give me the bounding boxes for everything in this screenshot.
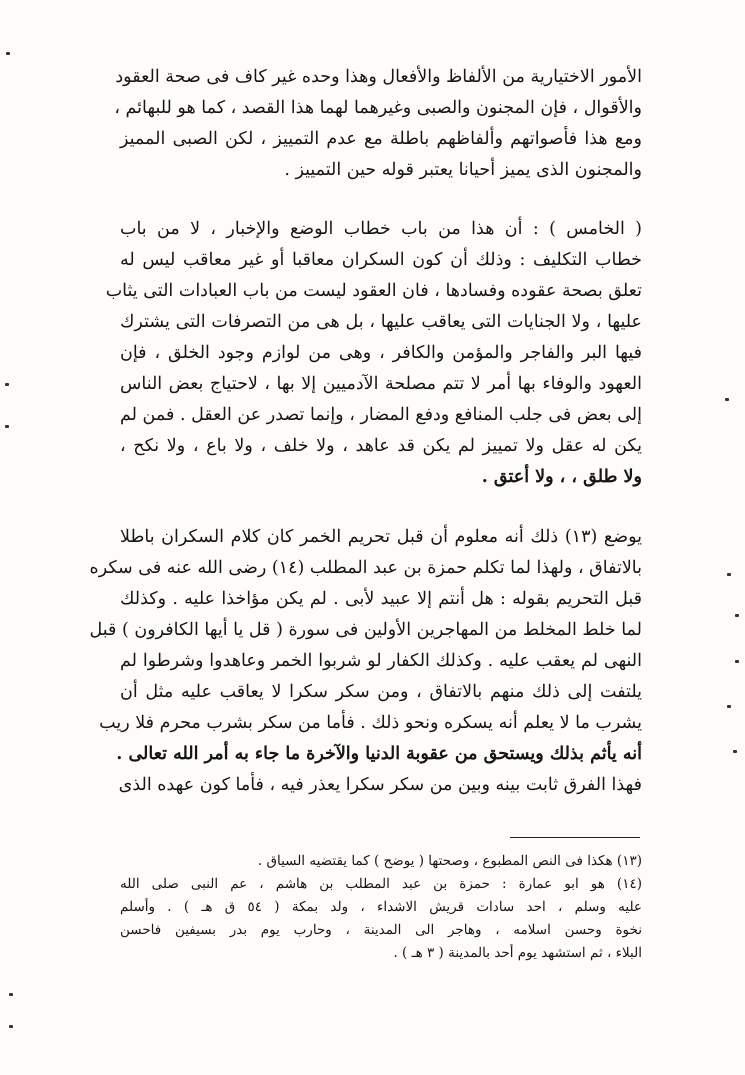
scan-speck — [5, 425, 9, 428]
text-line: أنه يأثم بذلك ويستحق من عقوبة الدنيا والآخرة ما جاء به أمر الله تعالى . — [116, 744, 642, 764]
footnote-line: (١٣) هكذا فى النص المطبوع ، وصحتها ( يوضح ) كما يقتضيه السياق . — [257, 853, 642, 869]
text-line: عليها ، ولا الجنايات التى يعاقب عليها ، بل هى من التصرفات التى يشترك — [120, 312, 642, 332]
text-line: ( الخامس ) : أن هذا من باب خطاب الوضع والإخبار ، لا من باب — [120, 219, 642, 239]
text-line: يلتفت إلى ذلك منهم بالاتفاق ، ومن سكر سكرا لا يعاقب عليه مثل أن — [120, 682, 642, 702]
scan-speck — [9, 1025, 13, 1028]
text-line: فهذا الفرق ثابت بينه وبين من سكر سكرا يعذر فيه ، فأما كون عهده الذى — [118, 775, 642, 795]
text-line: بالاتفاق ، ولهذا لما تكلم حمزة بن عبد المطلب (١٤) رضى الله عنه فى سكره — [89, 558, 642, 578]
text-line: العهود والوفاء بها أمر لا تتم مصلحة الآدميين إلا بها ، لاحتياج بعض الناس — [120, 374, 642, 394]
footnote-line: البلاء ، ثم استشهد يوم أحد بالمدينة ( ٣ هـ ) . — [393, 945, 642, 961]
footnotes — [120, 850, 642, 965]
scan-speck — [5, 383, 9, 386]
text-line: يوضع (١٣) ذلك أنه معلوم أن قبل تحريم الخمر كان كلام السكران باطلا — [120, 527, 642, 547]
text-line: يكن له عقل ولا تمييز لم يكن قد عاهد ، ولا خلف ، ولا باع ، ولا نكح ، — [120, 436, 642, 456]
text-line: يشرب ما لا يعلم أنه يسكره ونحو ذلك . فأما من سكر بشرب محرم فلا ريب — [99, 713, 642, 733]
paragraph-1 — [114, 62, 642, 186]
paragraph-2 — [105, 214, 642, 493]
paragraph-3 — [89, 522, 642, 801]
text-line: لما خلط المخلط من المهاجرين الأولين فى سورة ( قل يا أيها الكافرون ) قبل — [89, 620, 642, 640]
text-line: ومع هذا فأصواتهم وألفاظهم باطلة مع عدم التمييز ، لكن الصبى المميز — [120, 129, 642, 149]
scan-speck — [9, 993, 13, 996]
text-line: تعلق بصحة عقوده وفسادها ، فان العقود ليست من باب العبادات التى يثاب — [105, 281, 642, 301]
scan-speck — [727, 573, 731, 576]
scan-speck — [735, 614, 739, 617]
text-line: قبل التحريم بقوله : هل أنتم إلا عبيد لأبى . لم يكن مؤاخذا عليه . وكذلك — [120, 589, 642, 609]
footnote-separator — [510, 837, 640, 838]
text-line: النهى لم يعقب عليه . وكذلك الكفار لو شربوا الخمر وعاهدوا وشرطوا لم — [120, 651, 642, 671]
scan-speck — [733, 750, 737, 753]
text-line: إلى بعض فى جلب المنافع ودفع المضار ، وإنما تصدر عن العقل . فمن لم — [120, 405, 642, 425]
scan-speck — [735, 660, 739, 663]
text-line: خطاب التكليف : وذلك أن كون السكران معاقبا أو غير معاقب ليس له — [120, 250, 642, 270]
text-line: فيها البر والفاجر والمؤمن والكافر ، وهى من لوازم وجود الخلق ، فإن — [120, 343, 642, 363]
footnote-line: نخوة وحسن اسلامه ، وهاجر الى المدينة ، وحارب يوم بدر بسيفين فاحسن — [120, 922, 642, 938]
scan-speck — [727, 705, 731, 708]
text-line: الأمور الاختيارية من الألفاظ والأفعال وهذا وحده غير كاف فى صحة العقود — [115, 67, 642, 87]
text-line: ولا طلق ، ، ولا أعتق . — [481, 467, 642, 487]
scan-speck — [725, 398, 729, 401]
footnote-line: عليه وسلم ، احد سادات قريش الاشداء ، ولد بمكة ( ٥٤ ق هـ ) . وأسلم — [120, 899, 642, 915]
text-line: والمجنون الذى يميز أحيانا يعتبر قوله حين التمييز . — [284, 160, 642, 180]
footnote-line: (١٤) هو ابو عمارة : حمزة بن عبد المطلب بن هاشم ، عم النبى صلى الله — [120, 876, 642, 892]
scan-speck — [6, 52, 10, 55]
text-line: والأقوال ، فإن المجنون والصبى وغيرهما لهما هذا القصد ، كما هو للبهائم ، — [114, 98, 642, 118]
